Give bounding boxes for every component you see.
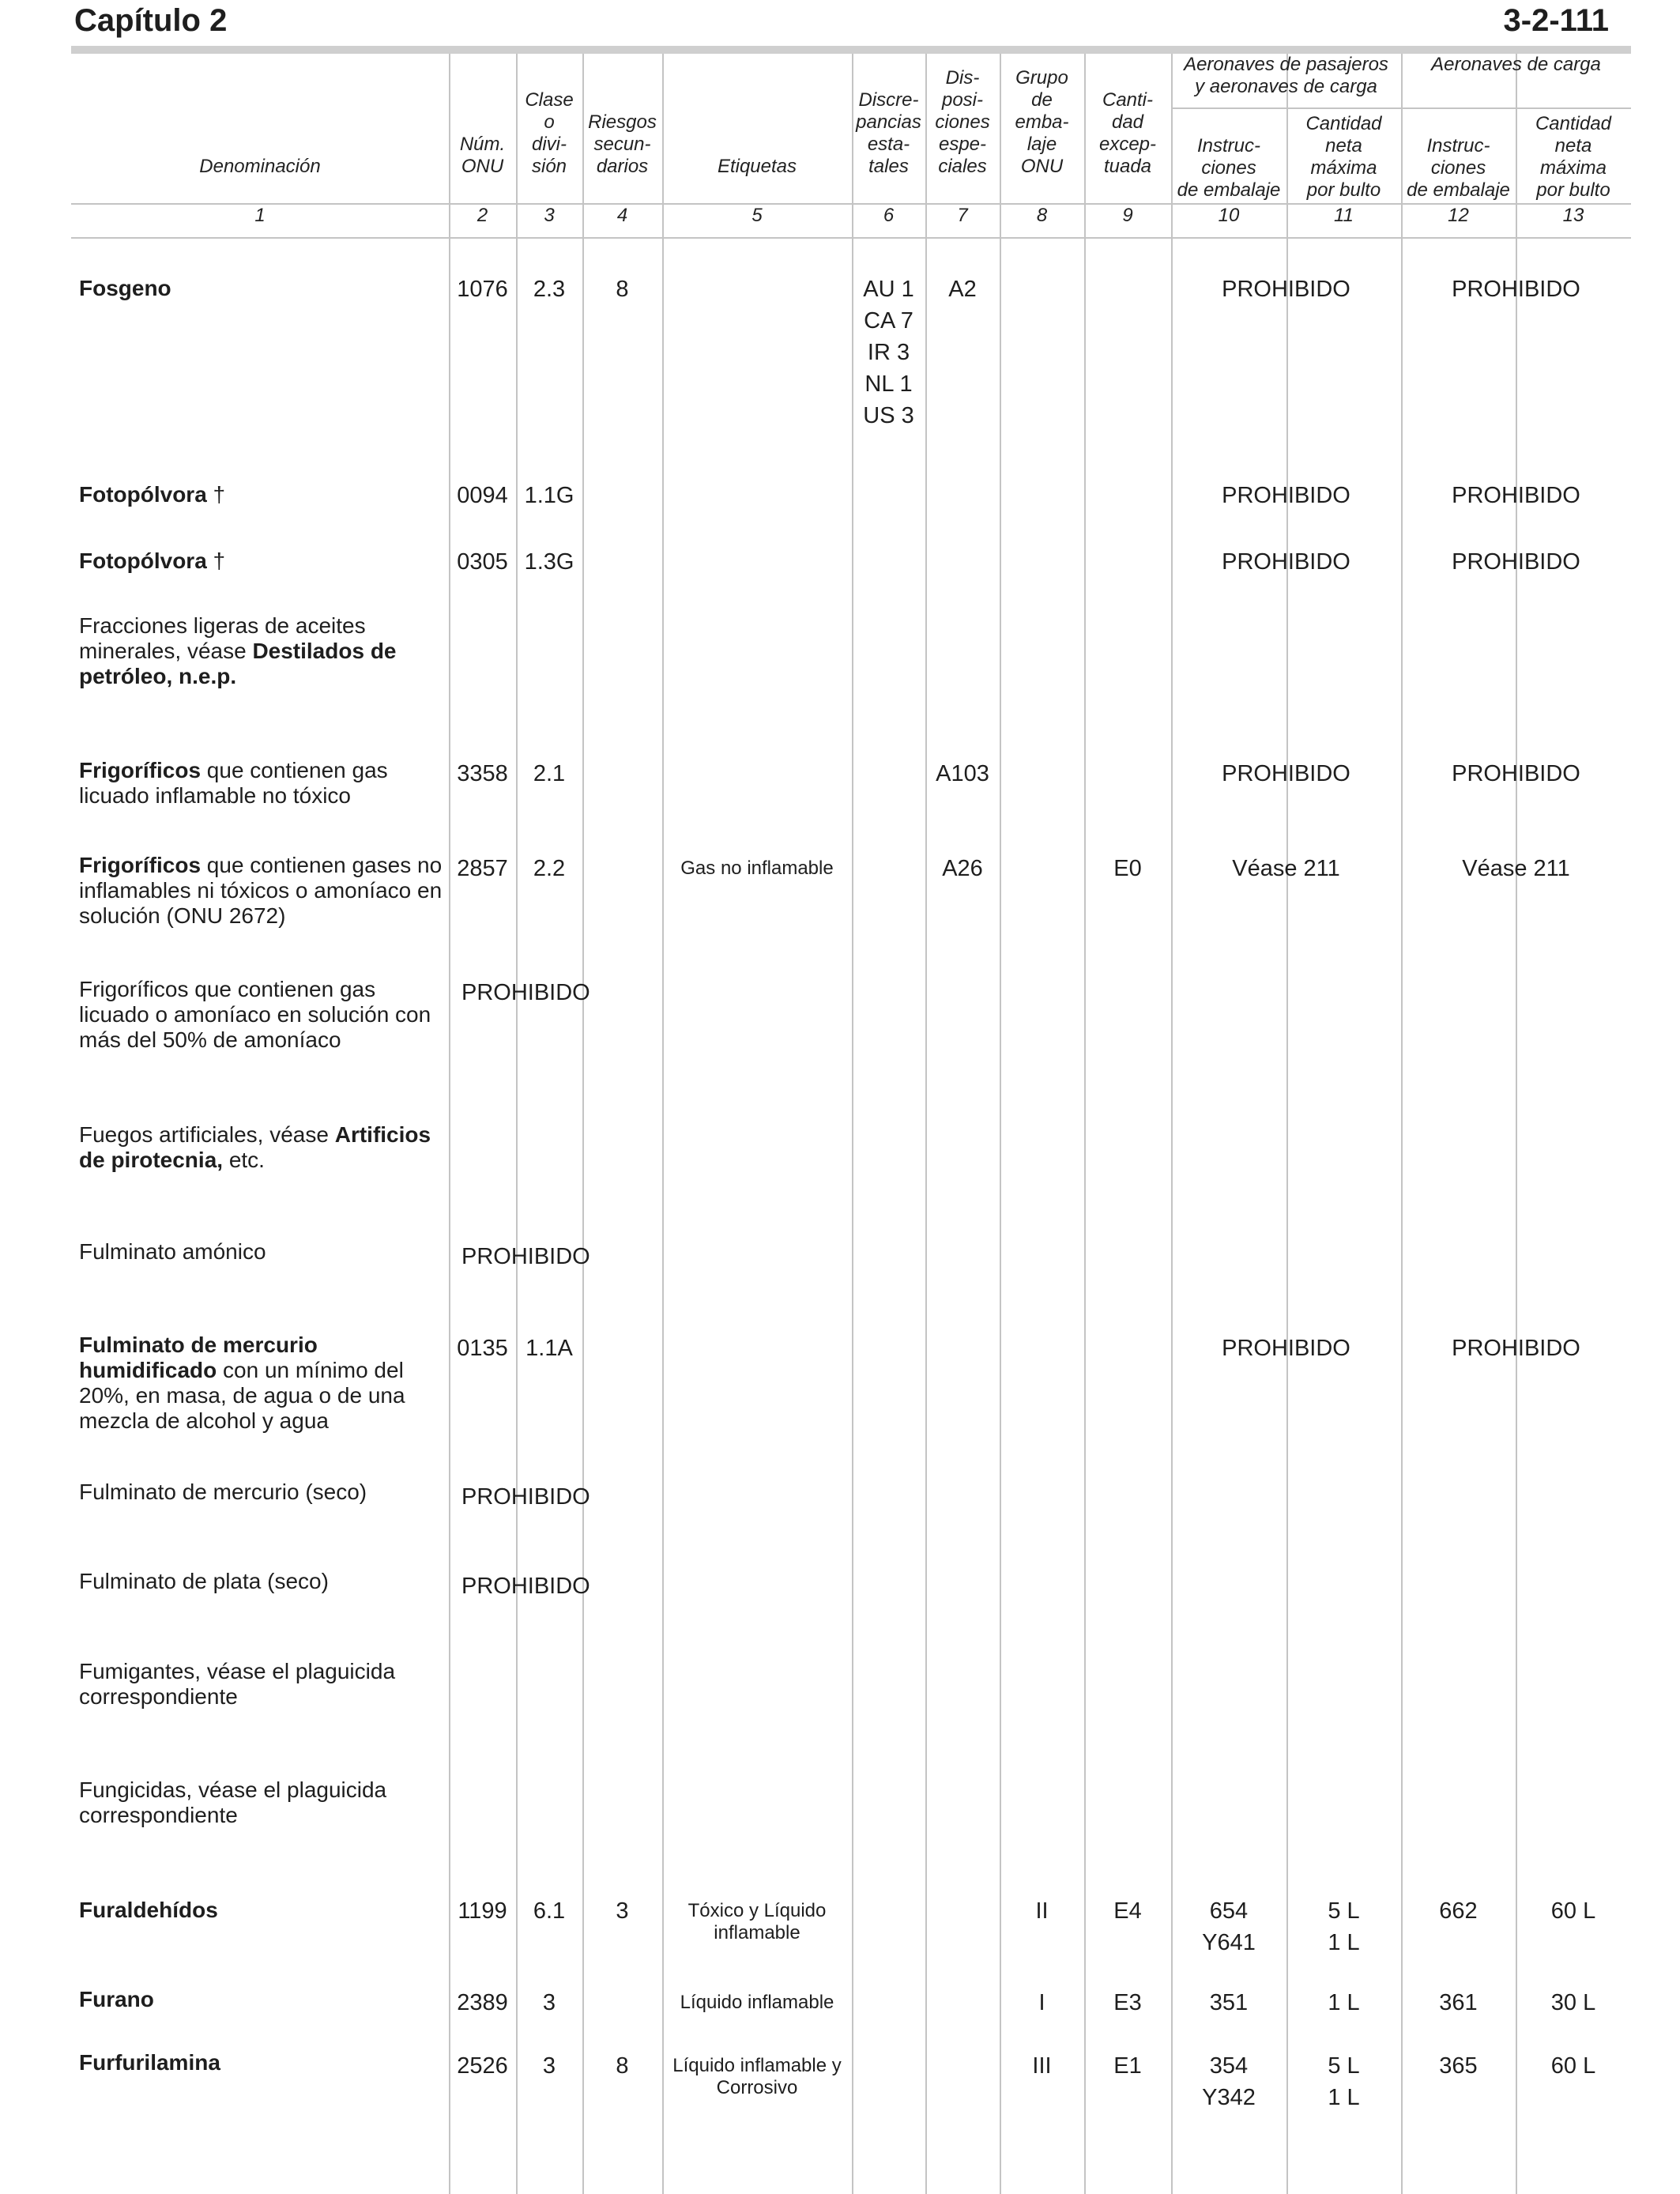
subsidiary-risk: 3 (616, 1898, 629, 1924)
column-divider (516, 54, 518, 2194)
un-number: 1199 (458, 1898, 507, 1924)
row-name: Fotopólvora † (79, 548, 226, 573)
pax-max-quantity: 5 L (1328, 2053, 1360, 2079)
col-header-discrepancias: Discre- pancias esta- tales (856, 89, 921, 177)
row-name: Fulminato de mercurio (seco) (79, 1480, 367, 1504)
cargo-prohibited: PROHIBIDO (1452, 549, 1580, 575)
class-division: 2.1 (533, 761, 566, 786)
col-header-riesgos: Riesgos secun- darios (588, 111, 657, 177)
chapter-title: Capítulo 2 (74, 3, 228, 38)
row-name: Fosgeno (79, 276, 171, 300)
pax-max-quantity: 1 L (1328, 2085, 1360, 2110)
col-header-instrucciones-cargo: Instruc- ciones de embalaje (1407, 135, 1510, 201)
column-divider (925, 54, 927, 2194)
packing-group: I (1038, 1990, 1045, 2015)
column-divider (582, 54, 584, 2194)
column-divider (1516, 54, 1517, 2194)
pax-prohibited: PROHIBIDO (1222, 483, 1350, 508)
cargo-prohibited: PROHIBIDO (1452, 483, 1580, 508)
cargo-reference: Véase 211 (1462, 856, 1570, 881)
class-division: 1.3G (524, 549, 574, 575)
group-header-rule (1171, 107, 1631, 109)
col-number: 13 (1562, 205, 1584, 226)
class-division: 3 (542, 1990, 556, 2015)
class-division: 3 (542, 2053, 556, 2079)
col-header-num-onu: Núm. ONU (459, 134, 506, 177)
row-prohibited: PROHIBIDO (461, 1244, 590, 1269)
cargo-max-quantity: 60 L (1550, 2053, 1596, 2079)
pax-prohibited: PROHIBIDO (1222, 549, 1350, 575)
row-name: Fuegos artificiales, véase Artificios de pirotecnia, etc. (79, 1122, 431, 1172)
row-name: Furano (79, 1987, 154, 2011)
state-variation: IR 3 (867, 340, 910, 365)
pax-packing-instruction: 654 (1209, 1898, 1249, 1924)
excepted-quantity: E1 (1113, 2053, 1142, 2079)
col-header-disposiciones: Dis- posi- ciones espe- ciales (935, 67, 990, 177)
pax-packing-instruction: 354 (1209, 2053, 1249, 2079)
page-number: 3-2-111 (1503, 3, 1609, 38)
packing-group: III (1032, 2053, 1052, 2079)
hazard-label: Gas no inflamable (680, 858, 834, 879)
class-division: 6.1 (533, 1898, 566, 1924)
un-number: 0305 (457, 549, 508, 575)
special-provision: A26 (942, 856, 983, 881)
excepted-quantity: E3 (1113, 1990, 1142, 2015)
row-prohibited: PROHIBIDO (461, 1484, 590, 1510)
pax-prohibited: PROHIBIDO (1222, 1336, 1350, 1361)
column-divider (1171, 54, 1173, 2194)
state-variation: NL 1 (864, 371, 913, 397)
col-header-cantidad-cargo: Cantidad neta máxima por bulto (1535, 113, 1612, 201)
excepted-quantity: E4 (1113, 1898, 1142, 1924)
column-divider (1401, 54, 1403, 2194)
un-number: 0135 (457, 1336, 508, 1361)
row-prohibited: PROHIBIDO (461, 980, 590, 1005)
col-number: 2 (477, 205, 488, 226)
row-name: Fulminato amónico (79, 1239, 266, 1264)
pax-packing-instruction: 351 (1209, 1990, 1249, 2015)
pax-max-quantity: 5 L (1328, 1898, 1360, 1924)
col-group-pasajeros: Aeronaves de pasajeros y aeronaves de carga (1184, 54, 1388, 97)
pax-reference: Véase 211 (1232, 856, 1340, 881)
row-name: Fungicidas, véase el plaguicida correspondiente (79, 1777, 387, 1827)
numbers-bottom-rule (71, 237, 1631, 239)
hazard-label: Líquido inflamable (680, 1992, 834, 2013)
un-number: 2389 (457, 1990, 508, 2015)
pax-packing-instruction: Y342 (1202, 2085, 1256, 2110)
subsidiary-risk: 8 (616, 2053, 629, 2079)
un-number: 1076 (457, 277, 508, 302)
row-name: Furaldehídos (79, 1898, 218, 1922)
subsidiary-risk: 8 (616, 277, 629, 302)
pax-prohibited: PROHIBIDO (1222, 277, 1350, 302)
un-number: 2857 (457, 856, 508, 881)
un-number: 3358 (457, 761, 508, 786)
class-division: 1.1A (525, 1336, 573, 1361)
cargo-packing-instruction: 361 (1439, 1990, 1478, 2015)
row-name: Fulminato de mercurio humidificado con un mínimo del 20%, en masa, de agua o de una mezcla de alcohol y agua (79, 1333, 405, 1433)
packing-group: II (1035, 1898, 1049, 1924)
excepted-quantity: E0 (1113, 856, 1142, 881)
cargo-packing-instruction: 662 (1439, 1898, 1478, 1924)
pax-packing-instruction: Y641 (1202, 1930, 1256, 1955)
row-prohibited: PROHIBIDO (461, 1574, 590, 1599)
hazard-label: Líquido inflamable y Corrosivo (672, 2055, 842, 2098)
row-name: Fracciones ligeras de aceites minerales, véase Destilados de petróleo, n.e.p. (79, 613, 397, 688)
col-group-carga: Aeronaves de carga (1431, 54, 1601, 75)
class-division: 1.1G (524, 483, 574, 508)
col-number: 12 (1448, 205, 1469, 226)
col-number: 6 (883, 205, 895, 226)
column-divider (449, 54, 450, 2194)
row-name: Fotopólvora † (79, 482, 226, 507)
col-header-etiquetas: Etiquetas (717, 156, 797, 177)
col-number: 3 (544, 205, 555, 226)
row-name: Frigoríficos que contienen gas licuado inflamable no tóxico (79, 758, 388, 808)
column-divider (662, 54, 664, 2194)
col-number: 9 (1122, 205, 1133, 226)
cargo-packing-instruction: 365 (1439, 2053, 1478, 2079)
col-header-cantidad-pax: Cantidad neta máxima por bulto (1305, 113, 1382, 201)
hazard-label: Tóxico y Líquido inflamable (687, 1900, 827, 1943)
col-header-grupo: Grupo de emba- laje ONU (1015, 67, 1069, 177)
un-number: 2526 (457, 2053, 508, 2079)
col-number: 10 (1218, 205, 1240, 226)
class-division: 2.3 (533, 277, 566, 302)
col-header-clase: Clase o divi- sión (525, 89, 574, 177)
state-variation: AU 1 (863, 277, 914, 302)
row-name: Fumigantes, véase el plaguicida correspondiente (79, 1659, 396, 1709)
state-variation: US 3 (863, 403, 914, 428)
un-number: 0094 (457, 483, 508, 508)
col-header-denominacion: Denominación (199, 156, 321, 177)
col-number: 11 (1334, 205, 1354, 226)
class-division: 2.2 (533, 856, 566, 881)
state-variation: CA 7 (864, 308, 913, 334)
col-number: 1 (254, 205, 266, 226)
cargo-prohibited: PROHIBIDO (1452, 277, 1580, 302)
column-divider (1084, 54, 1086, 2194)
special-provision: A2 (948, 277, 977, 302)
row-name: Frigoríficos que contienen gases no inflamables ni tóxicos o amoníaco en solución (ONU 2672) (79, 853, 443, 928)
cargo-prohibited: PROHIBIDO (1452, 1336, 1580, 1361)
col-header-instrucciones-pax: Instruc- ciones de embalaje (1177, 135, 1281, 201)
header-rule (71, 46, 1631, 54)
col-number: 4 (616, 205, 628, 226)
pax-max-quantity: 1 L (1328, 1930, 1360, 1955)
row-name: Fulminato de plata (seco) (79, 1569, 329, 1593)
row-name: Furfurilamina (79, 2050, 220, 2075)
col-number: 8 (1036, 205, 1048, 226)
pax-max-quantity: 1 L (1328, 1990, 1360, 2015)
special-provision: A103 (936, 761, 989, 786)
col-number: 5 (751, 205, 763, 226)
col-header-cantidad-exceptuada: Canti- dad excep- tuada (1098, 89, 1157, 177)
cargo-max-quantity: 30 L (1550, 1990, 1596, 2015)
column-divider (1000, 54, 1001, 2194)
row-name: Frigoríficos que contienen gas licuado o amoníaco en solución con más del 50% de amoníaco (79, 977, 431, 1052)
column-divider (1286, 54, 1288, 2194)
cargo-prohibited: PROHIBIDO (1452, 761, 1580, 786)
pax-prohibited: PROHIBIDO (1222, 761, 1350, 786)
cargo-max-quantity: 60 L (1550, 1898, 1596, 1924)
col-number: 7 (957, 205, 968, 226)
